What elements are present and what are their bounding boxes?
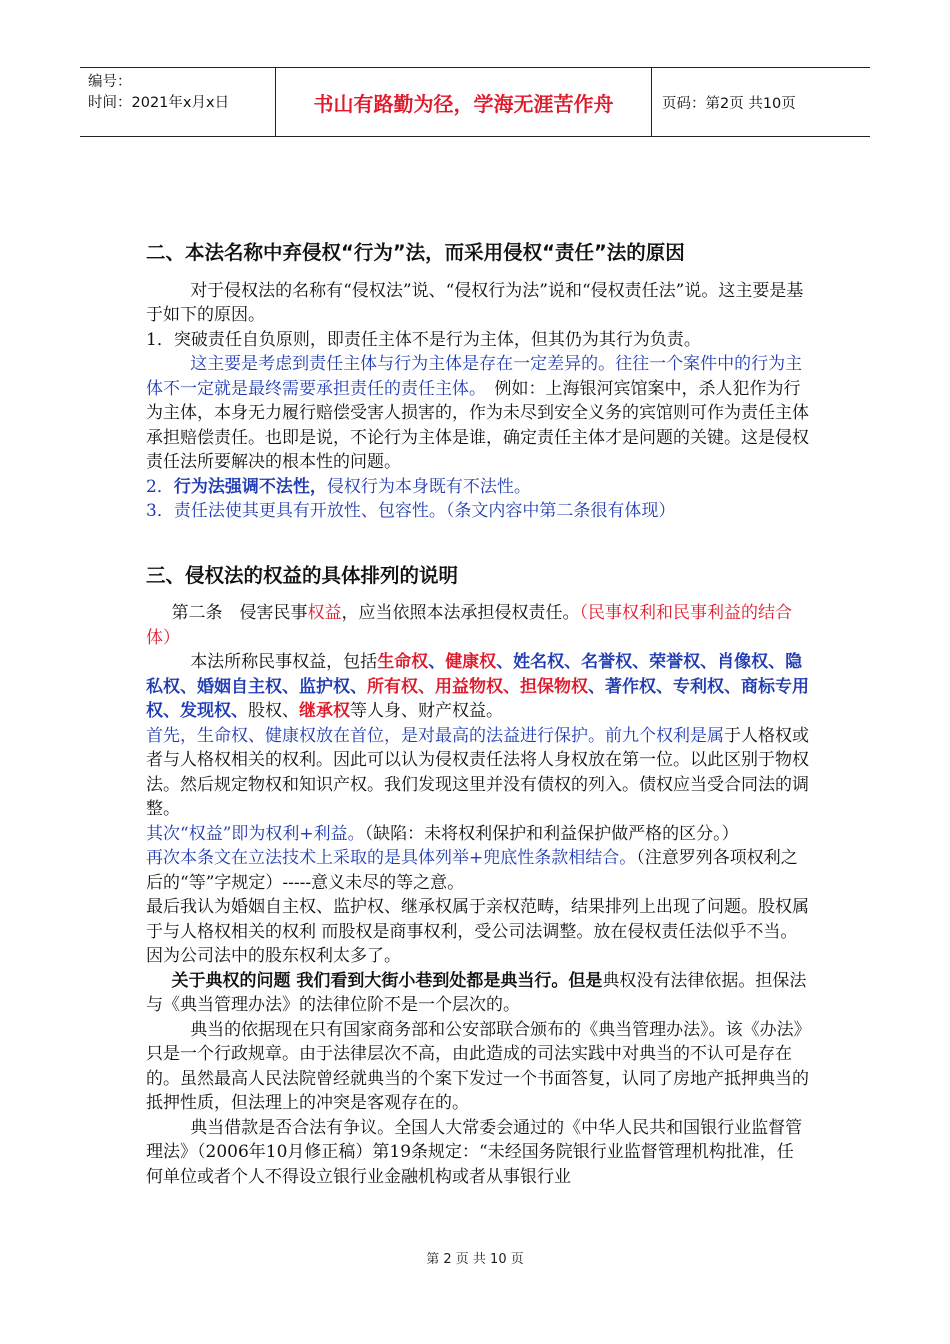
sec2-paragraph-1: 对于侵权法的名称有“侵权法”说、“侵权行为法”说和“侵权责任法”说。这主要是基于如下的原因。 <box>146 280 804 325</box>
header-motto: 书山有路勤为径，学海无涯苦作舟 <box>276 68 652 136</box>
page-header <box>80 67 870 137</box>
header-time: 时间：2021年x月x日 <box>88 95 230 111</box>
pawn-bold: 关于典权的问题 我们看到大街小巷到处都是典当行。但是 <box>171 970 603 991</box>
right-item: 等人身、财产权益。 <box>350 701 503 721</box>
header-number: 编号： <box>88 74 132 90</box>
sec2-p2-blue: 这主要是考虑到责任主体与行为主体是存在一定差异的。往往一个案件中的行为主体不一定就是最终需要承担责任的责任主体。 <box>146 354 803 399</box>
art-text-note: （民事权利和民事利益的结合体） <box>146 603 792 648</box>
rights-lead: 本法所称民事权益，包括 <box>190 652 378 672</box>
art-text-quanyi: 权益 <box>307 603 342 623</box>
art-text-a: 第二条 侵害民事 <box>171 603 308 623</box>
right-item: 、 <box>428 652 446 672</box>
sec2-paragraph-2 <box>146 352 810 475</box>
sec2-p4-rest: 侵权行为本身既有不法性。 <box>326 476 531 497</box>
document-body <box>146 241 810 1189</box>
pawn-rest: 典权没有法律依据。担保法与《典当管理办法》的法律位阶不是一个层次的。 <box>146 970 807 1015</box>
right-item: 股权、 <box>248 701 299 721</box>
second-point-blue: 其次“权益”即为权利+利益。 <box>146 823 365 844</box>
article-2 <box>146 601 810 650</box>
header-meta <box>80 68 276 136</box>
first-point-blue: 首先，生命权、健康权放在首位，是对最高的法益进行保护。前九个权利是属 <box>146 725 724 746</box>
rights-list <box>146 650 810 724</box>
page-footer: 第 2 页 共 10 页 <box>426 1252 524 1267</box>
last-point: 最后我认为婚姻自主权、监护权、继承权属于亲权范畴，结果排列上出现了问题。股权属于与人格权相关的权利 而股权是商事权利，受公司法调整。放在侵权责任法似乎不当。因为公司法中的股东权利太多了。 <box>146 897 809 966</box>
pawn-paragraph <box>146 969 810 1018</box>
section-2-title: 二、本法名称中弃侵权“行为”法，而采用侵权“责任”法的原因 <box>146 241 685 264</box>
first-point <box>146 724 810 822</box>
third-point <box>146 846 810 895</box>
section-3-title: 三、侵权法的权益的具体排列的说明 <box>146 563 459 587</box>
sec2-p4-bold: 行为法强调不法性， <box>173 476 327 497</box>
right-item: 健康权 <box>445 652 497 672</box>
sec2-p2-black: 例如：上海银河宾馆案中，杀人犯作为行为主体，本身无力履行赔偿受害人损害的，作为未尽到安全义务的宾馆则可作为责任主体承担赔偿责任。也即是说，不论行为主体是谁，确定责任主体才是问题的关键。这是侵权责任法所要解决的根本性的问题。 <box>146 378 809 472</box>
right-item: 继承权 <box>299 701 350 721</box>
second-point <box>146 822 810 847</box>
sec2-point-2 <box>146 475 810 500</box>
right-item: 所有权、用益物权、担保物权 <box>367 676 588 697</box>
pawn-basis: 典当的依据现在只有国家商务部和公安部联合颁布的《典当管理办法》。该《办法》只是一个行政规章。由于法律层次不高，由此造成的司法实践中对典当的不认可是存在的。虽然最高人民法院曾经就典当的个案下发过一个书面答复，认同了房地产抵押典当的抵押性质，但法理上的冲突是客观存在的。 <box>146 1019 809 1113</box>
third-point-black: （注意罗列各项权利之后的“等”字规定）-----意义未尽的等之意。 <box>146 848 798 893</box>
sec2-point-3: 3．责任法使其更具有开放性、包容性。（条文内容中第二条很有体现） <box>146 501 676 521</box>
header-page-info: 页码：第2页 共10页 <box>662 95 796 112</box>
right-item: 、著作权、专利权、商标专用权、发现权、 <box>146 676 809 721</box>
right-item: 、姓名权、名誉权、荣誉权、肖像权、隐私权、婚姻自主权、监护权、 <box>146 652 803 697</box>
second-point-black: （缺陷：未将权利保护和利益保护做严格的区分。） <box>364 823 739 844</box>
first-point-black: 于人格权或者与人格权相关的权利。因此可以认为侵权责任法将人身权放在第一位。以此区别于物权法。然后规定物权和知识产权。我们发现这里并没有债权的列入。债权应当受合同法的调整。 <box>146 725 809 819</box>
third-point-blue: 再次本条文在立法技术上采取的是具体列举+兜底性条款相结合。 <box>146 848 637 868</box>
art-text-c: ，应当依照本法承担侵权责任。 <box>341 603 580 623</box>
sec2-point-1: 1．突破责任自负原则，即责任主体不是行为主体，但其仍为其行为负责。 <box>146 329 701 350</box>
sec2-p4-num: 2． <box>146 476 174 497</box>
pawn-loan: 典当借款是否合法有争议。全国人大常委会通过的《中华人民共和国银行业监督管理法》（2006年10月修正稿）第19条规定：“未经国务院银行业监督管理机构批准，任何单位或者个人不得设立银行业金融机构或者从事银行业 <box>146 1117 803 1187</box>
right-item: 生命权 <box>377 652 429 672</box>
